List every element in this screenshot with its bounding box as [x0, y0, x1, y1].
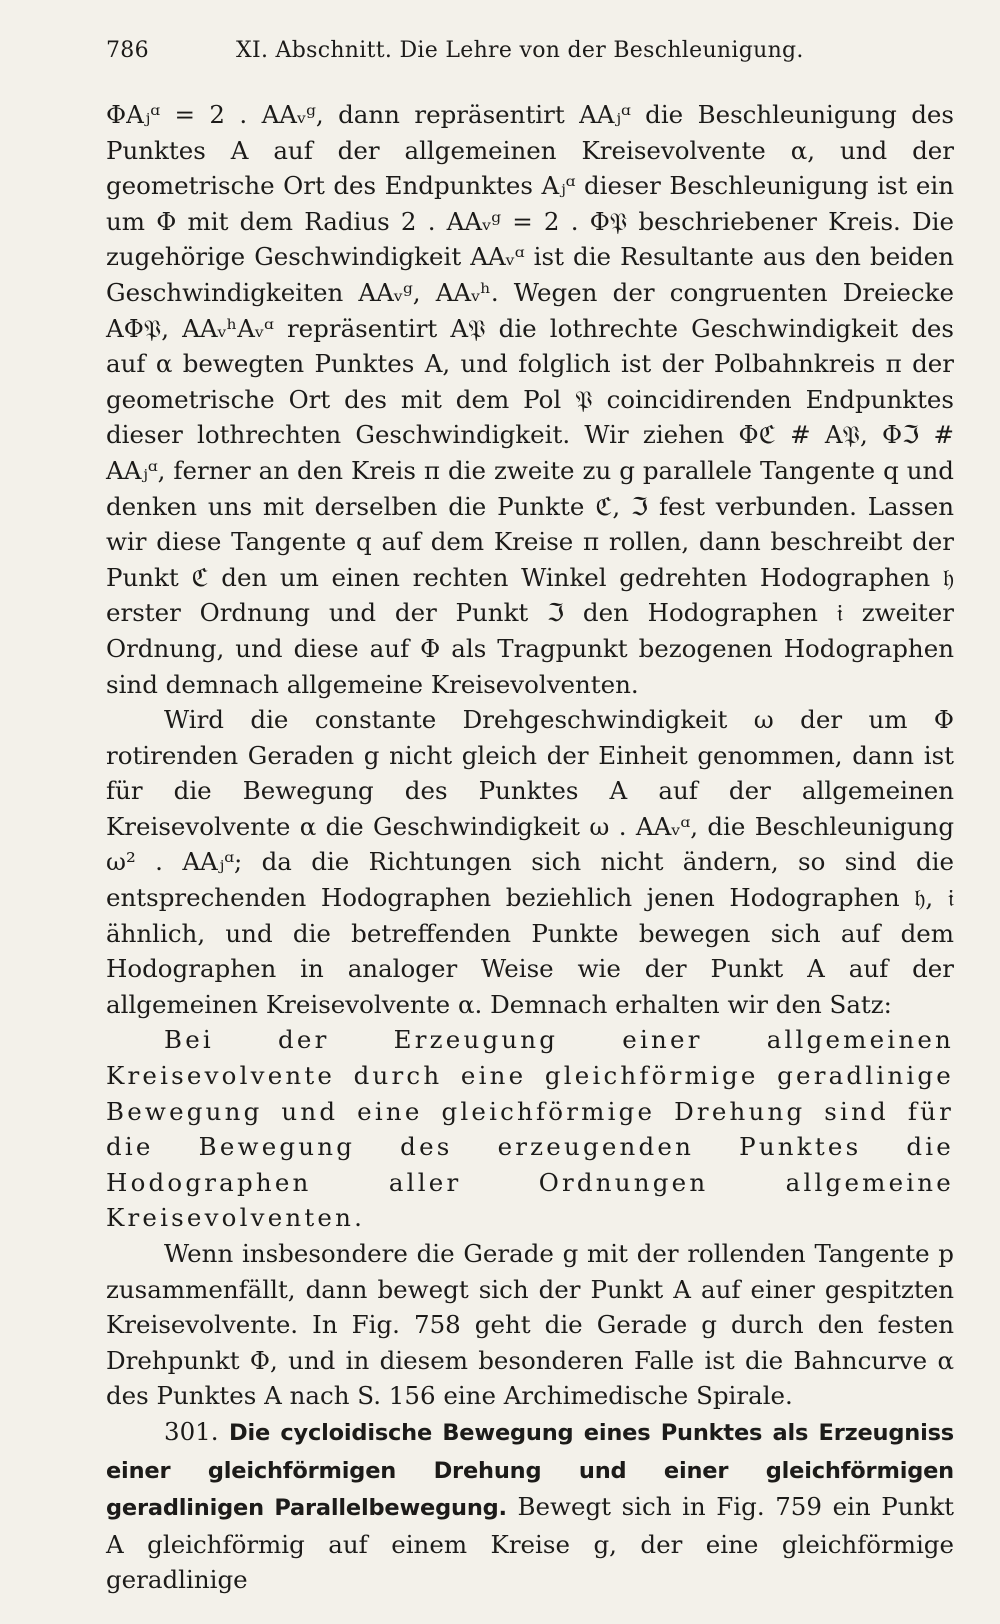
paragraph-velocity: Wird die constante Drehgeschwindigkeit ω der um Φ rotirenden Geraden g nicht gleich der Einheit genommen, dann ist für die Bewegung des Punktes A auf der allgemeinen Kreisevolvente α die Geschwindigkeit ω . AAᵥᵅ, die Beschleunigung ω² . AAⱼᵅ; da die Richtungen sich nicht ändern, so sind die entsprechenden Hodographen beziehlich jenen Hodographen 𝔥, 𝔦 ähnlich, und die betreffenden Punkte bewegen sich auf dem Hodographen in analoger Weise wie der Punkt A auf der allgemeinen Kreisevolvente α. Demnach erhalten wir den Satz: [106, 705, 954, 1019]
page-body [106, 97, 954, 1598]
section-title: Die cycloidische Bewegung eines Punktes als Erzeugniss einer gleichförmigen Drehung und einer gleichförmigen geradlinigen Parallelbewegung. [106, 1419, 954, 1522]
section-text: Bewegt sich in Fig. 759 ein Punkt A gleichförmig auf einem Kreise g, der eine gleichförmige geradlinige [106, 1492, 955, 1595]
page-number: 786 [106, 38, 149, 63]
section-301 [106, 1414, 954, 1598]
paragraph-continuation: ΦAⱼᵅ = 2 . AAᵥᵍ, dann repräsentirt AAⱼᵅ die Beschleunigung des Punktes A auf der allgemeinen Kreisevolvente α, und der geometrische Ort des Endpunktes Aⱼᵅ dieser Beschleunigung ist ein um Φ mit dem Radius 2 . AAᵥᵍ = 2 . Φ𝔓 beschriebener Kreis. Die zugehörige Geschwindigkeit AAᵥᵅ ist die Resultante aus den beiden Geschwindigkeiten AAᵥᵍ, AAᵥʰ. Wegen der congruenten Dreiecke AΦ𝔓, AAᵥʰAᵥᵅ repräsentirt A𝔓 die lothrechte Geschwindigkeit des auf α bewegten Punktes A, und folglich ist der Polbahnkreis π der geometrische Ort des mit dem Pol 𝔓 coincidirenden Endpunktes dieser lothrechten Geschwindigkeit. Wir ziehen Φℭ # A𝔓, Φℑ # AAⱼᵅ, ferner an den Kreis π die zweite zu g parallele Tangente q und denken uns mit derselben die Punkte ℭ, ℑ fest verbunden. Lassen wir diese Tangente q auf dem Kreise π rollen, dann beschreibt der Punkt ℭ den um einen rechten Winkel gedrehten Hodographen 𝔥 erster Ordnung und der Punkt ℑ den Hodographen 𝔦 zweiter Ordnung, und diese auf Φ als Tragpunkt bezogenen Hodographen sind demnach allgemeine Kreisevolventen. [106, 100, 954, 699]
running-head: XI. Abschnitt. Die Lehre von der Beschleunigung. [236, 38, 804, 63]
paragraph-special-case: Wenn insbesondere die Gerade g mit der rollenden Tangente p zusammenfällt, dann bewegt sich der Punkt A auf einer gespitzten Kreisevolvente. In Fig. 758 geht die Gerade g durch den festen Drehpunkt Φ, und in diesem besonderen Falle ist die Bahncurve α des Punktes A nach S. 156 eine Archimedische Spirale. [106, 1239, 954, 1411]
section-number: 301. [164, 1416, 219, 1446]
page-header [106, 38, 954, 63]
theorem-paragraph: Bei der Erzeugung einer allgemeinen Kreisevolvente durch eine gleichförmige geradlinige Bewegung und eine gleichförmige Drehung sind für die Bewegung des erzeugenden Punktes die Hodographen aller Ordnungen allgemeine Kreisevolventen. [106, 1025, 954, 1233]
